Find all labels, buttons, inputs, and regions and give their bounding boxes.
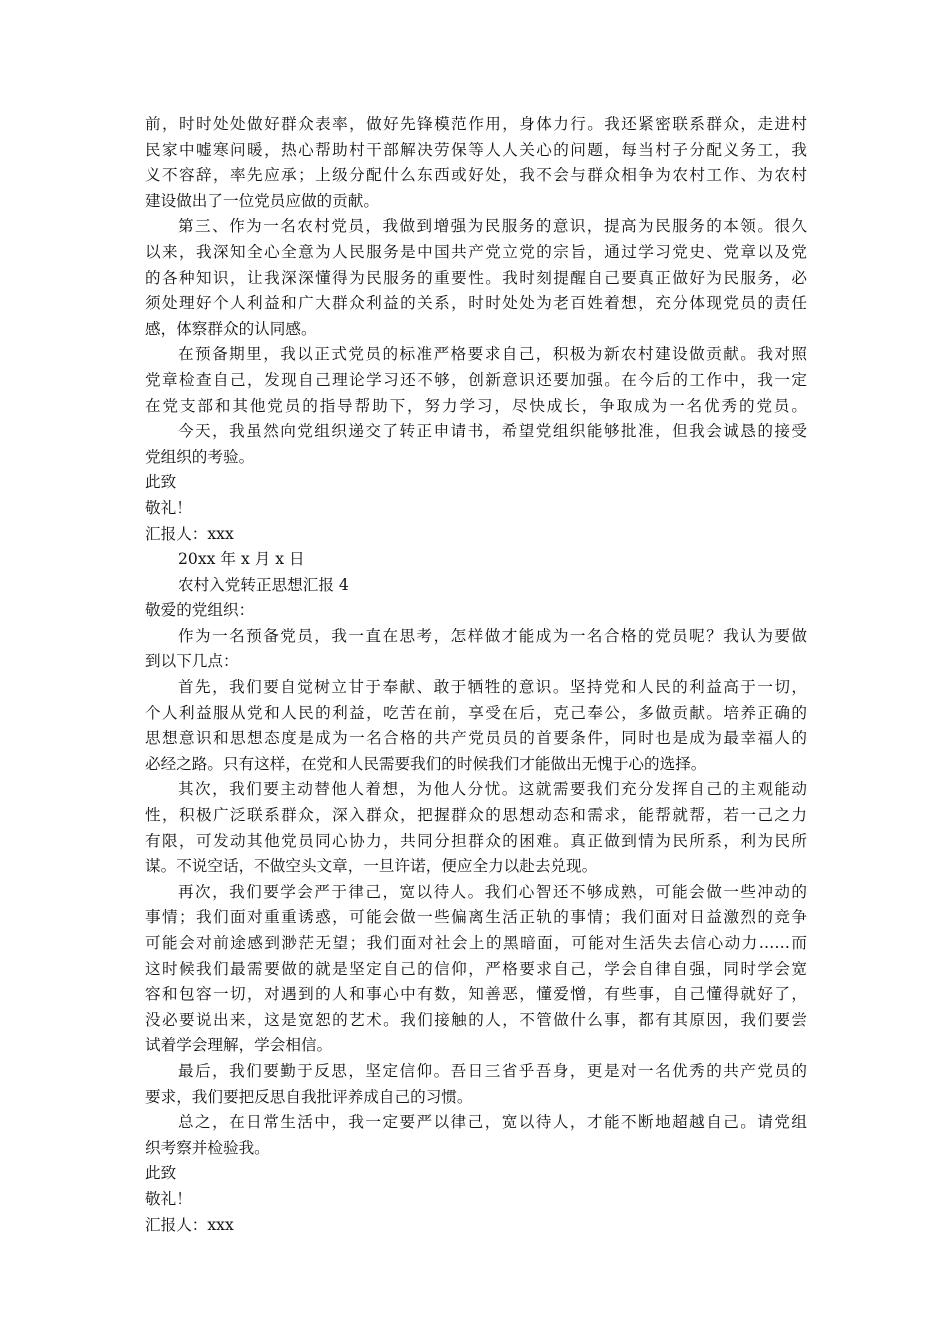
text-line: 第三、作为一名农村党员，我做到增强为民服务的意识，提高为民服务的本领。很久 [178,217,807,236]
text-line: 敬爱的党组织： [145,601,255,620]
text-line: 其次，我们要主动替他人着想，为他人分忧。这就需要我们充分发挥自己的主观能动 [178,780,807,799]
text-line: 思想意识和思想态度是成为一名合格的共产党员员的首要条件，同时也是成为最幸福人的 [145,729,807,748]
text-line: 敬礼！ [145,1189,192,1208]
text-line: 这时候我们最需要做的就是坚定自己的信仰，严格要求自己，学会自律自强，同时学会宽 [145,959,807,978]
text-line: 感，体察群众的认同感。 [145,319,317,338]
text-line: 建设做出了一位党员应做的贡献。 [145,191,379,210]
text-line: 到以下几点： [145,652,239,671]
text-line: 义不容辞，率先应承；上级分配什么东西或好处，我不会与群众相争为农村工作、为农村 [145,166,807,185]
text-line: 汇报人：xxx [145,1215,234,1234]
text-line: 最后，我们要勤于反思，坚定信仰。吾日三省乎吾身，更是对一名优秀的共产党员的 [178,1061,807,1080]
text-line: 此致 [145,473,177,492]
text-line: 须处理好个人利益和广大群众利益的关系，时时处处为老百姓着想，充分体现党员的责任 [145,294,807,313]
text-line: 此致 [145,1164,177,1183]
text-line: 今天，我虽然向党组织递交了转正申请书，希望党组织能够批准，但我会诚恳的接受 [178,422,807,441]
text-line: 党组织的考验。 [145,447,255,466]
text-line: 在党支部和其他党员的指导帮助下，努力学习，尽快成长，争取成为一名优秀的党员。 [145,396,807,415]
text-line: 没必要说出来，这是宽恕的艺术。我们接触的人，不管做什么事，都有其原因，我们要尝 [145,1010,807,1029]
text-line: 再次，我们要学会严于律己，宽以待人。我们心智还不够成熟，可能会做一些冲动的 [178,882,807,901]
text-line: 20xx 年 x 月 x 日 [178,550,305,569]
text-line: 性，积极广泛联系群众，深入群众，把握群众的思想动态和需求，能帮就帮，若一己之力 [145,806,807,825]
text-line: 农村入党转正思想汇报 4 [178,575,349,594]
text-line: 党章检查自己，发现自己理论学习还不够，创新意识还要加强。在今后的工作中，我一定 [145,370,807,389]
text-line: 织考察并检验我。 [145,1138,270,1157]
text-line: 的各种知识，让我深深懂得为民服务的重要性。我时刻提醒自己要真正做好为民服务，必 [145,268,807,287]
text-line: 个人利益服从党和人民的利益，吃苦在前，享受在后，克己奉公，多做贡献。培养正确的 [145,703,807,722]
text-line: 前，时时处处做好群众表率，做好先锋模范作用，身体力行。我还紧密联系群众，走进村 [145,115,807,133]
text-line: 谋。不说空话，不做空头文章，一旦许诺，便应全力以赴去兑现。 [145,857,598,876]
text-line: 首先，我们要自觉树立甘于奉献、敢于牺牲的意识。坚持党和人民的利益高于一切， [178,678,807,697]
text-line: 试着学会理解，学会相信。 [145,1036,333,1055]
text-line: 以来，我深知全心全意为人民服务是中国共产党立党的宗旨，通过学习党史、党章以及党 [145,242,807,261]
text-line: 汇报人：xxx [145,524,234,543]
document-body [145,112,807,1238]
text-line: 在预备期里，我以正式党员的标准严格要求自己，积极为新农村建设做贡献。我对照 [178,345,807,364]
text-line: 必经之路。只有这样，在党和人民需要我们的时候我们才能做出无愧于心的选择。 [145,754,707,773]
text-line: 可能会对前途感到渺茫无望；我们面对社会上的黑暗面，可能对生活失去信心动力……而 [145,934,807,952]
text-line: 事情；我们面对重重诱惑，可能会做一些偏离生活正轨的事情；我们面对日益激烈的竞争 [145,908,807,927]
text-line: 民家中嘘寒问暖，热心帮助村干部解决劳保等人人关心的问题，每当村子分配义务工，我 [145,140,807,159]
text-line: 要求，我们要把反思自我批评养成自己的习惯。 [145,1087,473,1106]
text-line: 总之，在日常生活中，我一定要严以律己，宽以待人，才能不断地超越自己。请党组 [178,1113,807,1132]
text-line: 作为一名预备党员，我一直在思考，怎样做才能成为一名合格的党员呢？我认为要做 [178,626,807,645]
text-line: 有限，可发动其他党员同心协力，共同分担群众的困难。真正做到情为民所系，利为民所 [145,831,807,850]
text-line: 敬礼！ [145,498,192,517]
text-line: 容和包容一切，对遇到的人和事心中有数，知善恶，懂爱憎，有些事，自己懂得就好了， [145,985,807,1004]
